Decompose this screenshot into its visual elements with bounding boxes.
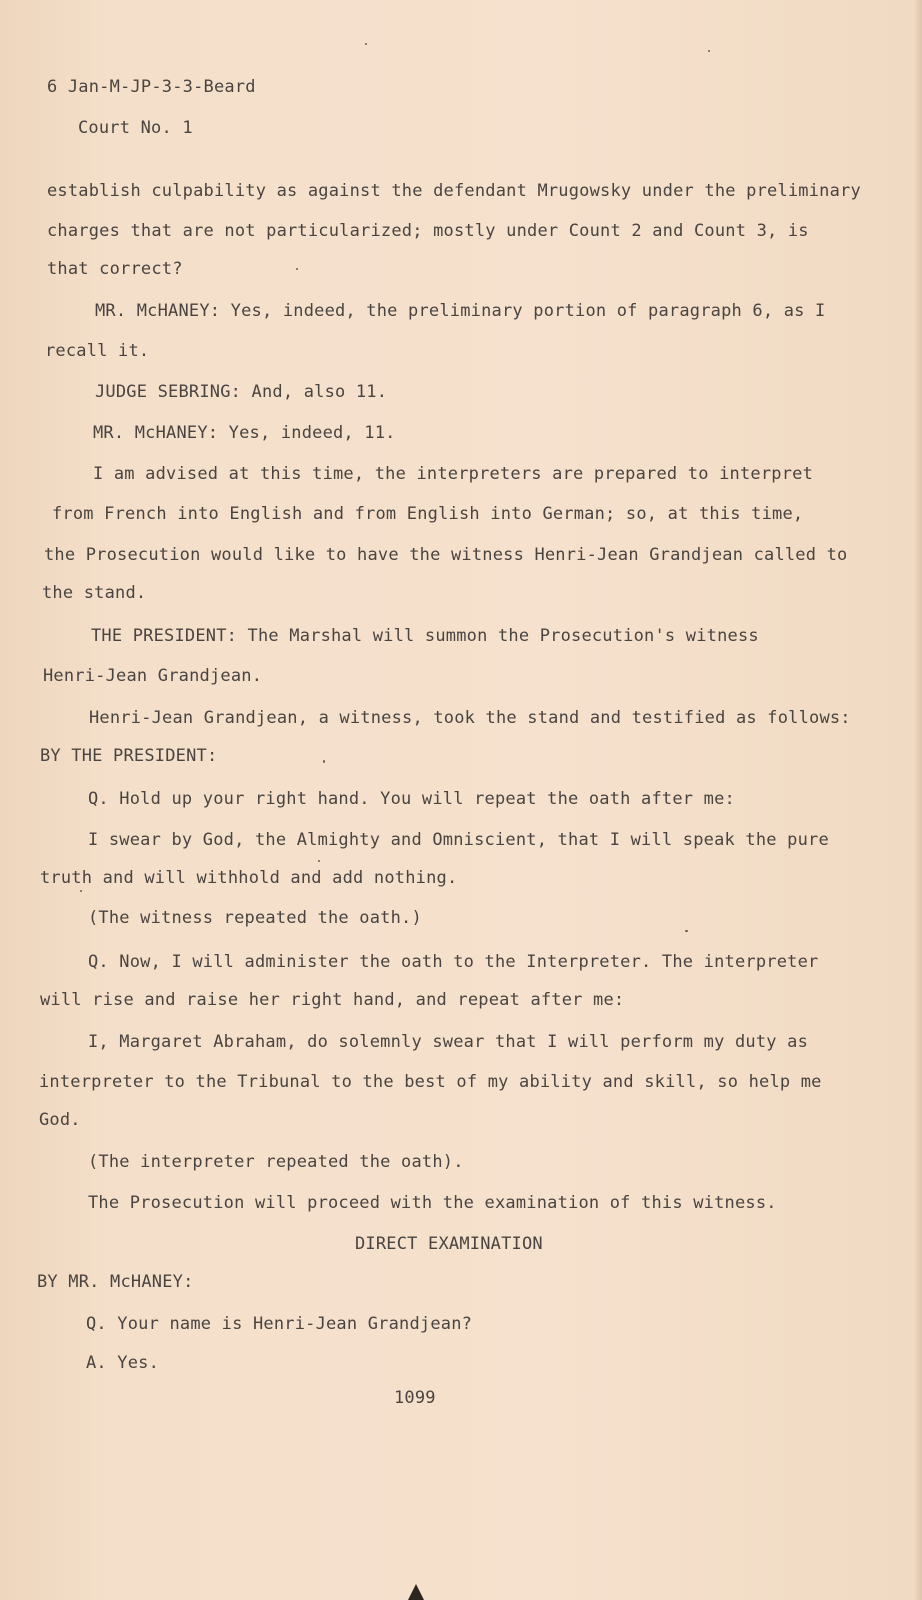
text-line: charges that are not particularized; mostly under Count 2 and Count 3, is [47,221,809,241]
paper-speck [296,268,298,270]
page-edge-shadow [914,0,922,1600]
text-line: THE PRESIDENT: The Marshal will summon the Prosecution's witness [91,626,759,646]
text-line: (The interpreter repeated the oath). [88,1152,464,1172]
text-line: A. Yes. [86,1353,160,1373]
text-line: I swear by God, the Almighty and Omniscient, that I will speak the pure [88,830,829,850]
text-line: the stand. [42,583,147,603]
document-reference: 6 Jan-M-JP-3-3-Beard [47,77,256,97]
text-line: Henri-Jean Grandjean. [43,666,263,686]
page-edge-tab [408,1584,424,1600]
text-line: the Prosecution would like to have the witness Henri-Jean Grandjean called to [44,545,848,565]
text-line: I, Margaret Abraham, do solemnly swear that I will perform my duty as [88,1032,809,1052]
paper-speck [708,50,710,52]
text-line: that correct? [47,259,183,279]
paper-speck [318,860,320,862]
text-line: BY MR. McHANEY: [37,1272,194,1292]
text-line: Henri-Jean Grandjean, a witness, took the stand and testified as follows: [89,708,851,728]
text-line: MR. McHANEY: Yes, indeed, the preliminary portion of paragraph 6, as I [95,301,826,321]
text-line: God. [39,1110,81,1130]
text-line: Q. Your name is Henri-Jean Grandjean? [86,1314,473,1334]
text-line: interpreter to the Tribunal to the best of my ability and skill, so help me [39,1072,822,1092]
section-heading: DIRECT EXAMINATION [355,1234,543,1254]
paper-speck [685,930,688,932]
text-line: will rise and raise her right hand, and repeat after me: [40,990,625,1010]
text-line: JUDGE SEBRING: And, also 11. [95,382,388,402]
text-line: Q. Hold up your right hand. You will repeat the oath after me: [88,789,735,809]
text-line: Q. Now, I will administer the oath to the Interpreter. The interpreter [88,952,819,972]
page-number: 1099 [394,1388,436,1408]
text-line: (The witness repeated the oath.) [88,908,422,928]
court-number: Court No. 1 [78,118,193,138]
text-line: I am advised at this time, the interpreters are prepared to interpret [93,464,814,484]
text-line: truth and will withhold and add nothing. [40,868,458,888]
paper-speck [80,890,82,892]
text-line: MR. McHANEY: Yes, indeed, 11. [93,423,396,443]
text-line: The Prosecution will proceed with the examination of this witness. [88,1193,777,1213]
paper-speck [323,760,325,763]
text-line: recall it. [45,341,150,361]
paper-speck [365,43,367,45]
text-line: from French into English and from English into German; so, at this time, [52,504,804,524]
text-line: establish culpability as against the defendant Mrugowsky under the preliminary [47,181,861,201]
text-line: BY THE PRESIDENT: [40,746,218,766]
